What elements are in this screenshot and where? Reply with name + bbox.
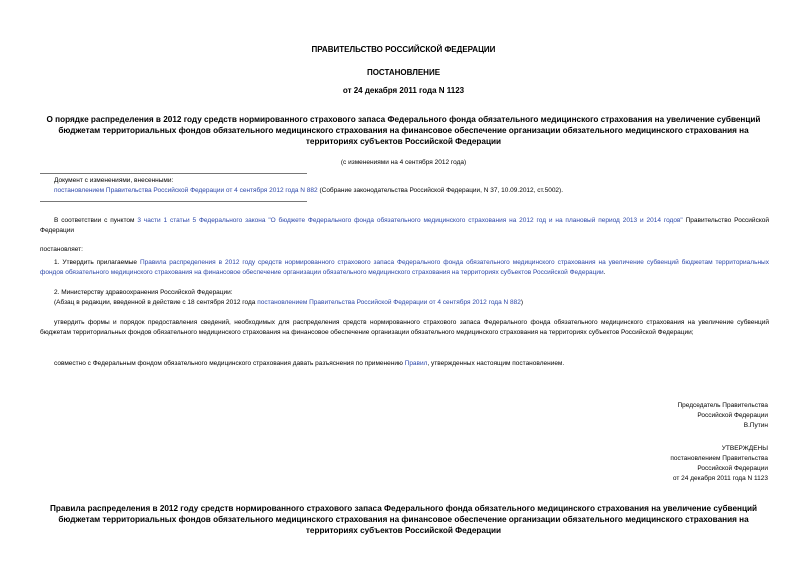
federal-law-link[interactable]: 3 части 1 статьи 5 Федерального закона "О бюджете Федерального фонда обязательного медицинского страхования на 2012 год и на плановый период 2013 и 2014 годов"	[137, 217, 683, 224]
item-1-tail: .	[603, 269, 606, 276]
para-joint-text: совместно с Федеральным фондом обязательного медицинского страхования давать разъяснения по применению	[54, 360, 405, 367]
government-heading: ПРАВИТЕЛЬСТВО РОССИЙСКОЙ ФЕДЕРАЦИИ	[311, 45, 496, 54]
item-2-note-link[interactable]: постановлением Правительства Российской Федерации от 4 сентября 2012 года N 882	[257, 299, 521, 306]
item-2-text: 2. Министерству здравоохранения Российской Федерации:	[54, 289, 233, 296]
preamble-tail: Правительство Российской Федерации	[40, 217, 769, 234]
amendments-intro: Документ с изменениями, внесенными:	[54, 177, 174, 184]
item-2-note-text: (Абзац в редакции, введенной в действие с 18 сентября 2012 года	[54, 299, 258, 306]
document-title: О порядке распределения в 2012 году средств нормированного страхового запаса Федерального фонда обязательного медицинского страхования на увеличение субвенций бюджетам территориальных фондов обязательного медицинского страхования на финансовое обеспечение организации обязательного медицинского страхования на территориях субъектов Российской Федерации	[46, 115, 761, 146]
item-1	[40, 258, 769, 278]
para-joint	[40, 359, 769, 369]
preamble-text: В соответствии с пунктом	[54, 217, 138, 224]
amendments-line	[54, 186, 769, 196]
item-1-text: 1. Утвердить прилагаемые	[54, 259, 140, 266]
approval-block	[560, 444, 768, 484]
amendment-status: (с изменениями на 4 сентября 2012 года)	[340, 159, 467, 166]
item-2-note-tail: )	[520, 299, 524, 306]
divider-top	[40, 173, 307, 174]
approval-line-3: Российской Федерации	[697, 465, 768, 472]
document-date: от 24 декабря 2011 года N 1123	[342, 86, 465, 95]
document-type-heading: ПОСТАНОВЛЕНИЕ	[366, 68, 441, 77]
approval-line-2: постановлением Правительства	[670, 455, 768, 462]
amendment-link[interactable]: постановлением Правительства Российской Федерации от 4 сентября 2012 года N 882	[54, 187, 318, 194]
preamble	[40, 216, 769, 236]
signature-block	[560, 401, 768, 431]
rules-short-link[interactable]: Правил	[404, 360, 428, 367]
signature-country: Российской Федерации	[697, 412, 768, 419]
signature-name: В.Путин	[743, 422, 768, 429]
rules-link[interactable]: Правила распределения в 2012 году средств нормированного страхового запаса Федерального фонда обязательного медицинского страхования на увеличение субвенций бюджетам территориальных фондов обязательного медицинского страхования на финансовое обеспечение организации обязательного медицинского страхования на территориях субъектов Российской Федерации	[40, 259, 769, 276]
para-forms: утвердить формы и порядок предоставления сведений, необходимых для распределения средств нормированного страхового запаса Федерального фонда обязательного медицинского страхования на увеличение субвенций бюджетам территориальных фондов обязательного медицинского страхования на финансовое обеспечение организации обязательного медицинского страхования на территориях субъектов Российской Федерации;	[40, 319, 769, 336]
approval-date: от 24 декабря 2011 года N 1123	[672, 475, 768, 482]
divider-bottom	[40, 201, 307, 202]
item-2	[40, 288, 769, 308]
signature-position: Председатель Правительства	[677, 402, 768, 409]
amendment-source: (Собрание законодательства Российской Федерации, N 37, 10.09.2012, ст.5002).	[317, 187, 564, 194]
item-2-note	[40, 298, 769, 308]
rules-title: Правила распределения в 2012 году средств нормированного страхового запаса Федерального фонда обязательного медицинского страхования на увеличение субвенций бюджетам территориальных фондов обязательного медицинского страхования на финансовое обеспечение организации обязательного медицинского страхования на территориях субъектов Российской Федерации	[49, 504, 758, 535]
amendments-block	[54, 176, 769, 196]
approval-heading: УТВЕРЖДЕНЫ	[721, 445, 768, 452]
decrees-word: постановляет:	[40, 246, 83, 253]
para-joint-tail: , утвержденных настоящим постановлением.	[427, 360, 565, 367]
